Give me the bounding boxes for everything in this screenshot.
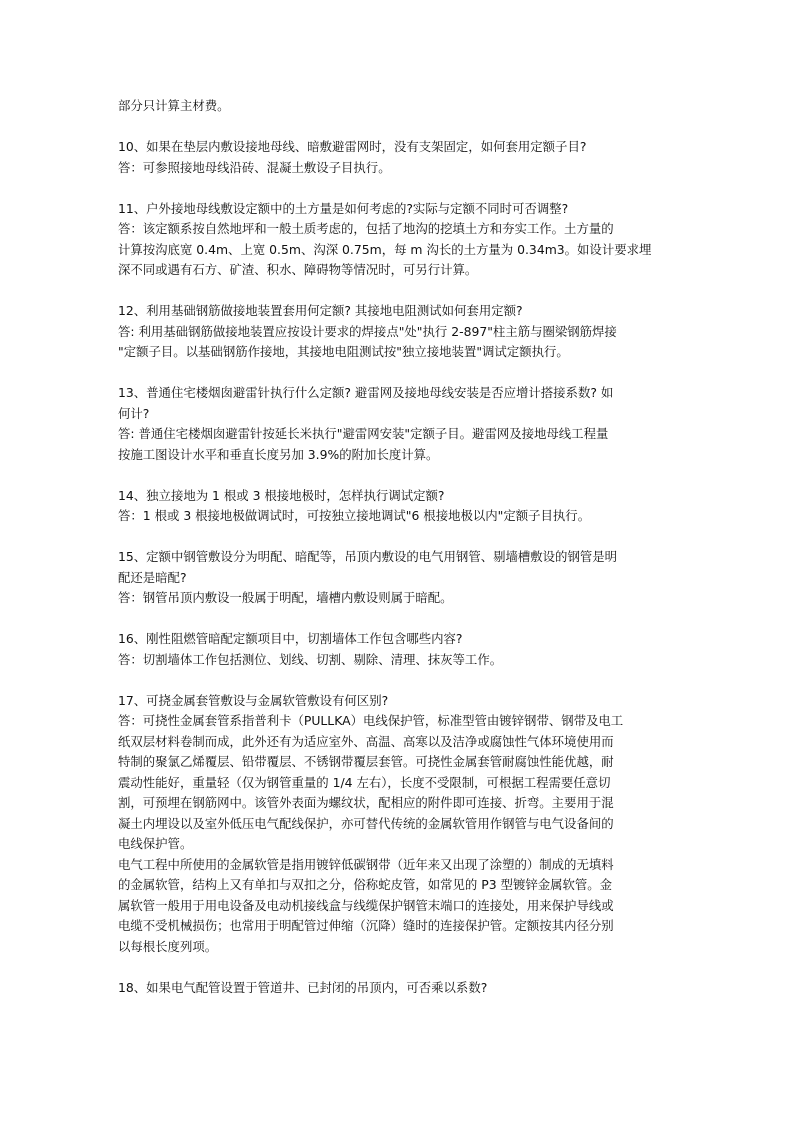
answer-line: 答：钢管吊顶内敷设一般属于明配，墙槽内敷设则属于暗配。 bbox=[118, 590, 453, 605]
question-line: 13、普通住宅楼烟囱避雷针执行什么定额? 避雷网及接地母线安装是否应增计搭接系数? 如 bbox=[118, 385, 614, 400]
answer-line: 以每根长度列项。 bbox=[118, 938, 218, 954]
question-line: 11、户外接地母线敷设定额中的土方量是如何考虑的?实际与定额不同时可否调整? bbox=[118, 200, 569, 216]
answer-line: 按施工图设计水平和垂直长度另加 3.9%的附加长度计算。 bbox=[118, 446, 439, 462]
answer-line: 答: 普通住宅楼烟囱避雷针按延长米执行"避雷网安装"定额子目。避雷网及接地母线工程量 bbox=[118, 426, 609, 441]
question-line: 10、如果在垫层内敷设接地母线、暗敷避雷网时，没有支架固定，如何套用定额子目? bbox=[118, 139, 587, 154]
answer-line: 答：可挠性金属套管系指普利卡（PULLKA）电线保护管，标准型管由镀锌钢带、钢带及电工 bbox=[118, 713, 624, 728]
answer-line: 电缆不受机械损伤；也常用于明配管过伸缩（沉降）缝时的连接保护管。定额按其内径分别 bbox=[118, 918, 614, 933]
answer-line: 特制的聚氯乙烯覆层、铅带覆层、不锈钢带覆层套管。可挠性金属套管耐腐蚀性能优越，耐 bbox=[118, 754, 614, 769]
paragraph-gap bbox=[118, 117, 680, 138]
question-line: 配还是暗配? bbox=[118, 569, 187, 585]
question-line: 何计? bbox=[118, 405, 150, 421]
question-line: 14、独立接地为 1 根或 3 根接地极时，怎样执行调试定额? bbox=[118, 487, 445, 503]
answer-line: 震动性能好，重量轻（仅为钢管重量的 1/4 左右），长度不受限制，可根据工程需要任意切 bbox=[118, 774, 611, 790]
question-line: 12、利用基础钢筋做接地装置套用何定额? 其接地电阻测试如何套用定额? bbox=[118, 303, 523, 318]
paragraph-gap bbox=[118, 465, 680, 486]
paragraph-gap bbox=[118, 363, 680, 384]
answer-line: 答：该定额系按自然地坪和一般土质考虑的，包括了地沟的挖填土方和夯实工作。土方量的 bbox=[118, 221, 614, 236]
answer-line: 属软管一般用于用电设备及电动机接线盒与线缆保护钢管末端口的连接处，用来保护导线或 bbox=[118, 897, 614, 913]
question-line: 16、刚性阻燃管暗配定额项目中，切割墙体工作包含哪些内容? bbox=[118, 631, 463, 646]
paragraph-gap bbox=[118, 609, 680, 630]
document-body bbox=[118, 96, 680, 998]
answer-line: 电气工程中所使用的金属软管是指用镀锌低碳钢带（近年来又出现了涂塑的）制成的无填料 bbox=[118, 856, 614, 872]
answer-line: 答：可参照接地母线沿砖、混凝土敷设子目执行。 bbox=[118, 159, 391, 175]
answer-line: 答: 利用基础钢筋做接地装置应按设计要求的焊接点"处"执行 2-897"柱主筋与圈梁钢筋焊接 bbox=[118, 323, 617, 339]
answer-line: 电线保护管。 bbox=[118, 836, 193, 851]
paragraph-gap bbox=[118, 957, 680, 978]
question-line: 17、可挠金属套管敷设与金属软管敷设有何区别? bbox=[118, 692, 389, 708]
answer-line: 凝土内埋设以及室外低压电气配线保护，亦可替代传统的金属软管用作钢管与电气设备间的 bbox=[118, 815, 614, 831]
paragraph-gap bbox=[118, 178, 680, 199]
answer-line: 答：1 根或 3 根接地极做调试时，可按独立接地调试"6 根接地极以内"定额子目执行。 bbox=[118, 508, 591, 523]
intro-line: 部分只计算主材费。 bbox=[118, 98, 230, 113]
paragraph-gap bbox=[118, 670, 680, 691]
answer-line: 计算按沟底宽 0.4m、上宽 0.5m、沟深 0.75m，每 m 沟长的土方量为 0.34m3。如设计要求埋 bbox=[118, 241, 652, 257]
answer-line: 答：切割墙体工作包括测位、划线、切割、剔除、清理、抹灰等工作。 bbox=[118, 651, 503, 667]
paragraph-gap bbox=[118, 281, 680, 302]
answer-line: 深不同或遇有石方、矿渣、积水、障碍物等情况时，可另行计算。 bbox=[118, 262, 478, 277]
answer-line: 纸双层材料卷制而成，此外还有为适应室外、高温、高寒以及洁净或腐蚀性气体环境使用而 bbox=[118, 733, 614, 749]
answer-line: 的金属软管，结构上又有单扣与双扣之分，俗称蛇皮管，如常见的 P3 型镀锌金属软管。金 bbox=[118, 877, 613, 892]
answer-line: "定额子目。以基础钢筋作接地，其接地电阻测试按"独立接地装置"调试定额执行。 bbox=[118, 344, 569, 359]
question-line: 18、如果电气配管设置于管道井、已封闭的吊顶内，可否乘以系数? bbox=[118, 979, 488, 995]
question-line: 15、定额中钢管敷设分为明配、暗配等，吊顶内敷设的电气用钢管、剔墙槽敷设的钢管是明 bbox=[118, 549, 618, 564]
paragraph-gap bbox=[118, 527, 680, 548]
answer-line: 割，可预埋在钢筋网中。该管外表面为螺纹状，配相应的附件即可连接、折弯。主要用于混 bbox=[118, 795, 614, 810]
